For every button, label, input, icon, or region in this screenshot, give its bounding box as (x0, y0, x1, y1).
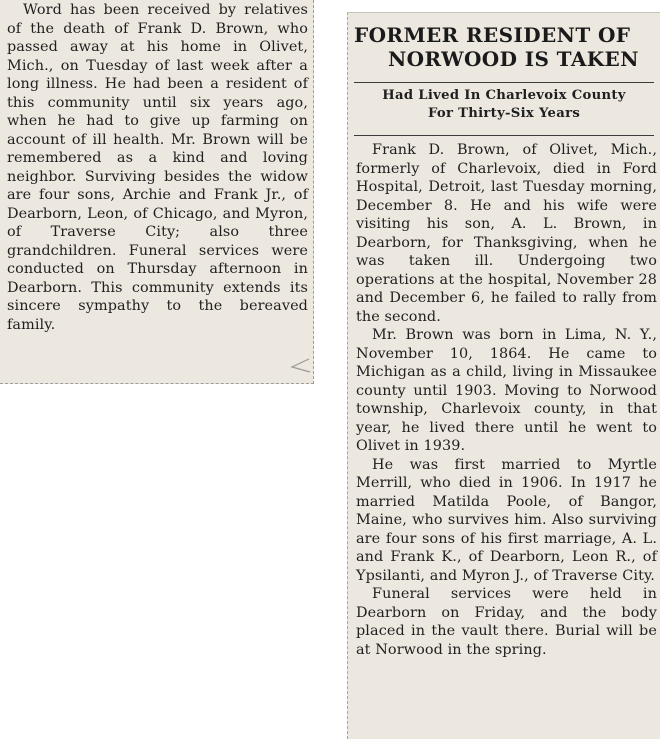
article-subheadline (354, 87, 654, 123)
article-headline (354, 23, 660, 71)
pencil-mark-icon (289, 356, 311, 374)
headline-line-1: FORMER RESIDENT OF (354, 23, 631, 47)
subhead-divider (354, 135, 654, 136)
headline-line-2: NORWOOD IS TAKEN (388, 47, 639, 71)
left-article-body (7, 1, 308, 334)
right-paragraph-2: Mr. Brown was born in Lima, N. Y., November 10, 1864. He came to Michigan as a child, living in Missaukee county until 1903. Moving to Norwood township, Charlevoix county, in that year, he lived there until he went to Olivet in 1939. (356, 327, 657, 454)
subheadline-line-2: For Thirty-Six Years (427, 106, 581, 121)
headline-divider (354, 82, 654, 83)
right-news-clipping (347, 12, 660, 739)
subheadline-line-1: Had Lived In Charlevoix County (382, 88, 626, 103)
right-article-body (356, 141, 657, 659)
right-paragraph-1: Frank D. Brown, of Olivet, Mich., formerly of Charlevoix, died in Ford Hospital, Detroit, last Tuesday morning, December 8. He and his wife were visiting his son, A. L. Brown, in Dearborn, for Thanksgiving, when he was taken ill. Undergoing two operations at the hospital, November 28 and December 6, he failed to rally from the second. (356, 142, 657, 325)
right-paragraph-3: He was first married to Myrtle Merrill, who died in 1906. In 1917 he married Matilda Poole, of Bangor, Maine, who survives him. Also surviving are four sons of his first marriage, A. L. and Frank K., of Dearborn, Leon R., of Ypsilanti, and Myron J., of Traverse City. (356, 456, 657, 584)
right-paragraph-4: Funeral services were held in Dearborn on Friday, and the body placed in the vault there. Burial will be at Norwood in the spring. (356, 586, 657, 658)
left-paragraph: Word has been received by relatives of the death of Frank D. Brown, who passed away at his home in Olivet, Mich., on Tuesday of last week after a long illness. He had been a resident of this community until six years ago, when he had to give up farming on account of ill health. Mr. Brown will be remembered as a kind and loving neighbor. Surviving besides the widow are four sons, Archie and Frank Jr., of Dearborn, Leon, of Chicago, and Myron, of Traverse City; also three grandchildren. Funeral services were conducted on Thursday afternoon in Dearborn. This community extends its sincere sympathy to the bereaved family. (7, 2, 308, 333)
left-news-clipping (0, 0, 314, 384)
